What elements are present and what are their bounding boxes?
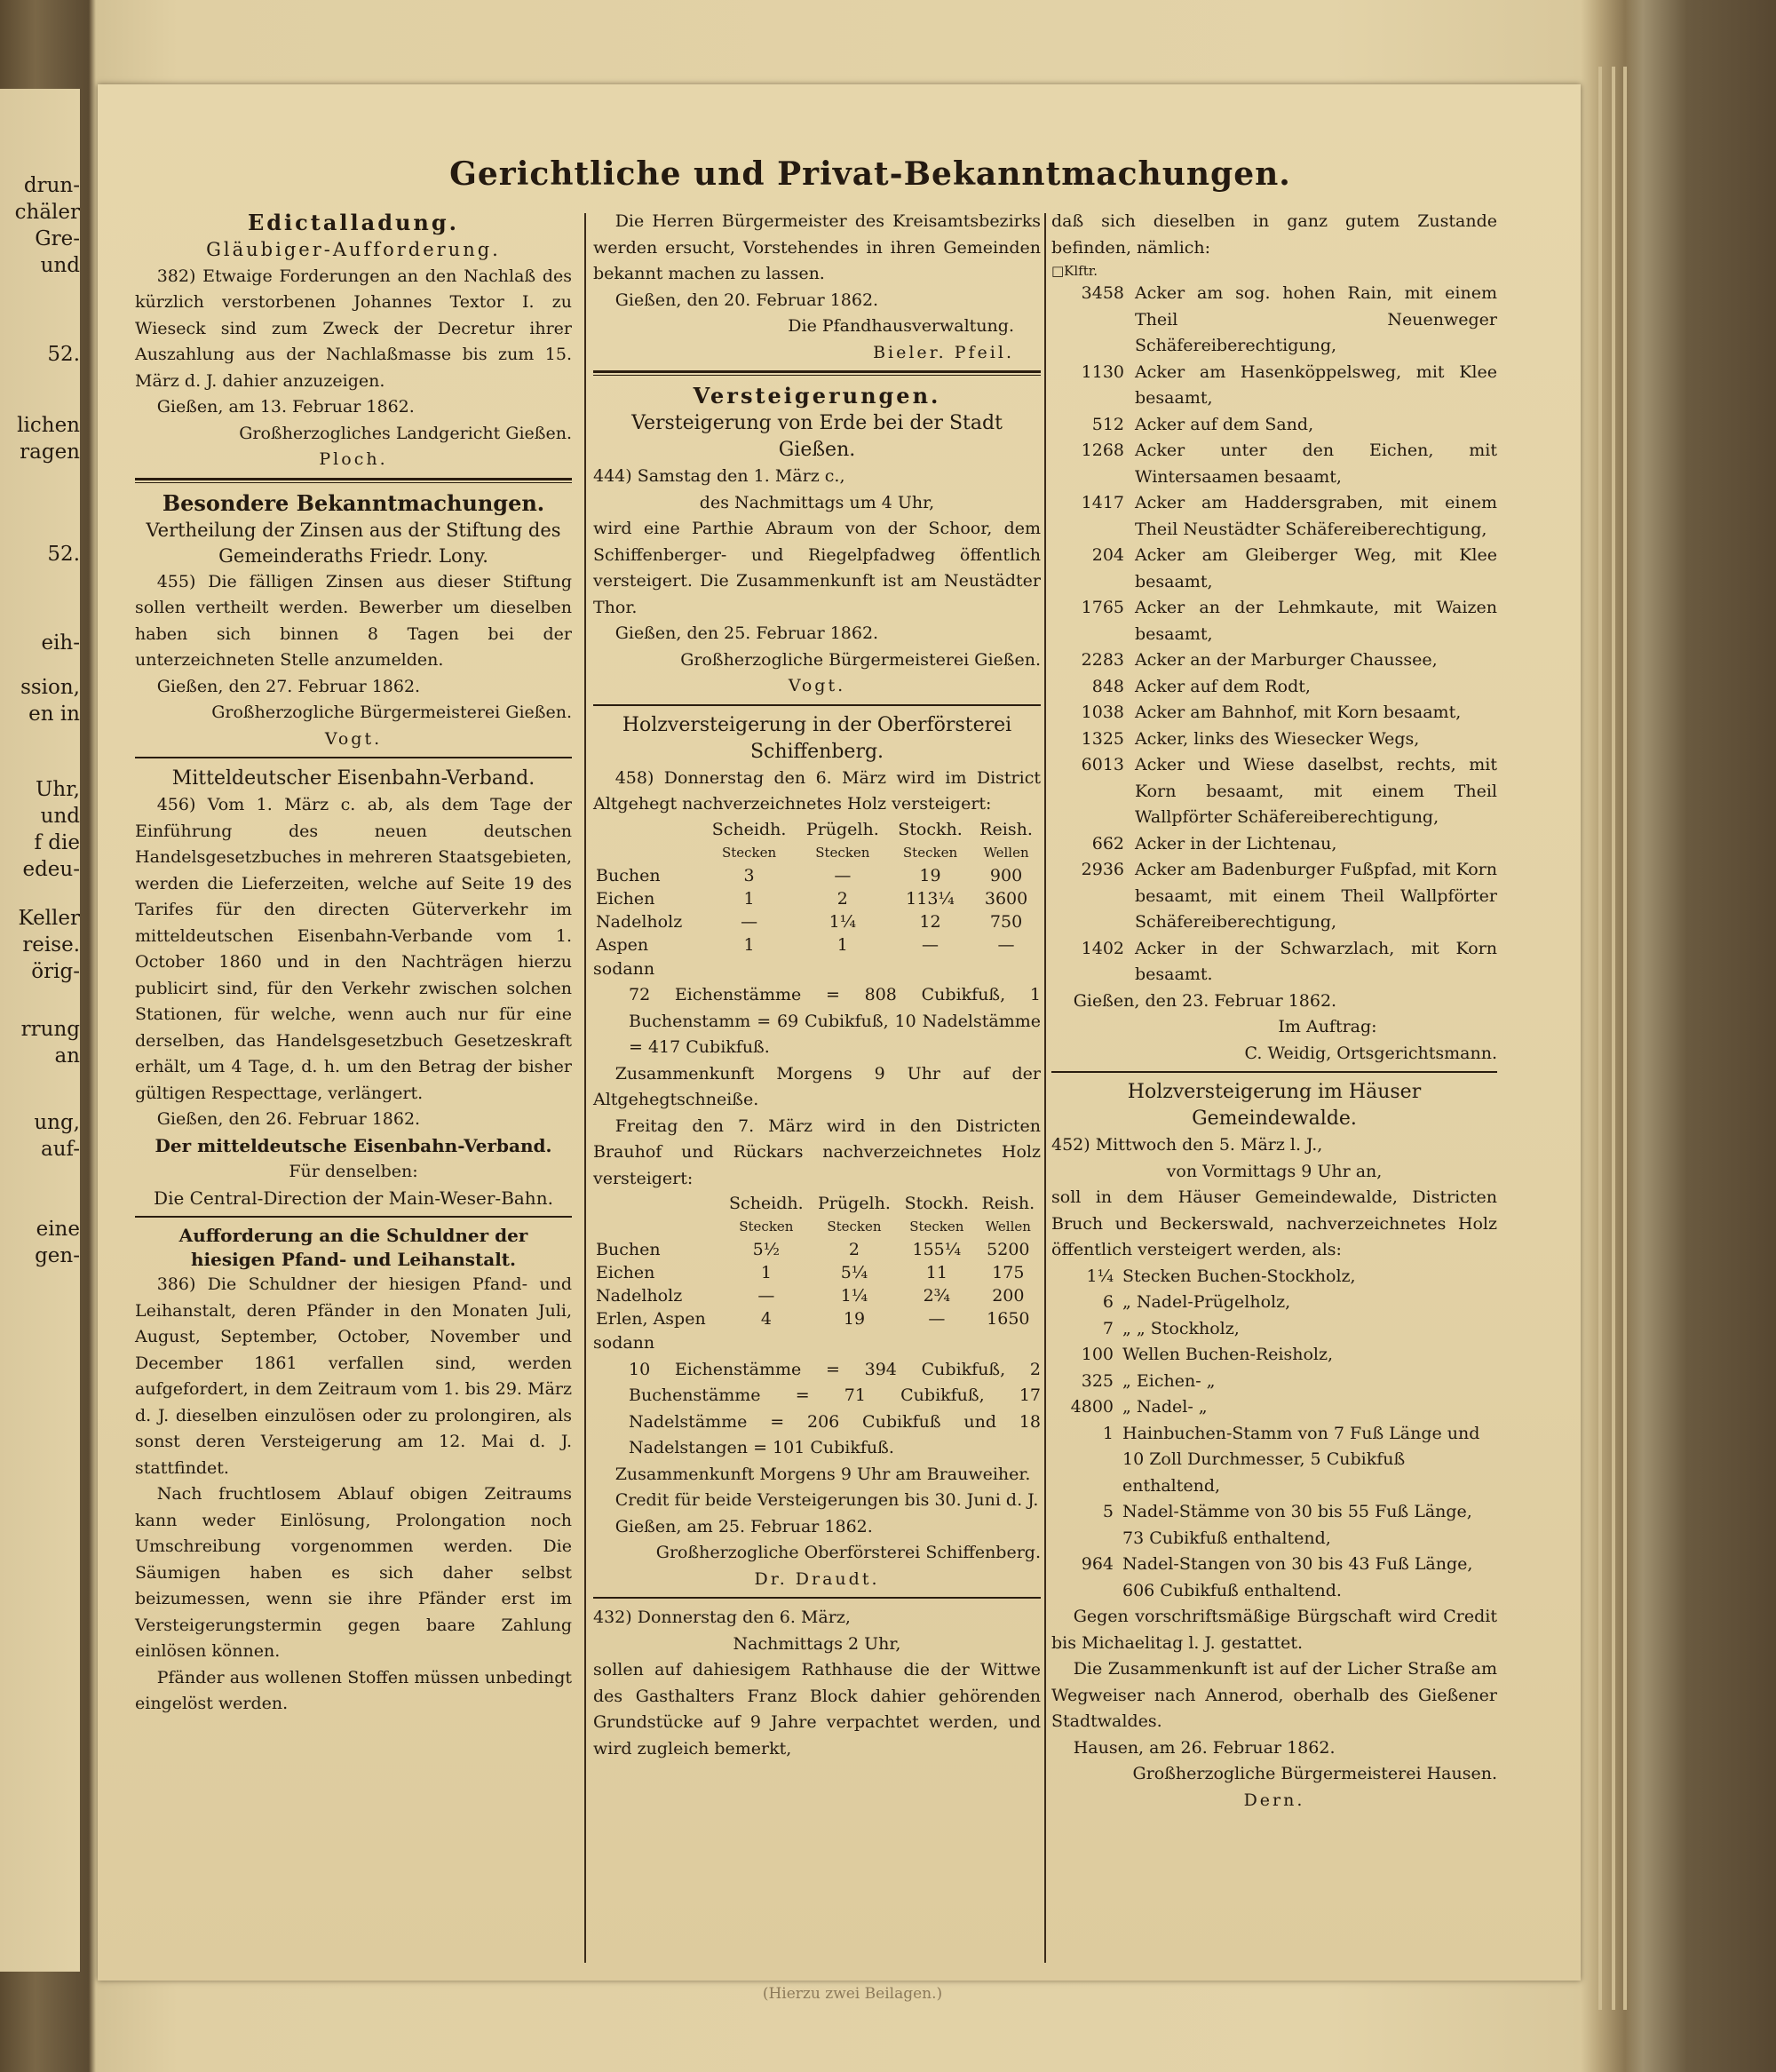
notice-date: Gießen, den 27. Februar 1862. (156, 676, 421, 696)
plot-description: Acker am Haddersgraben, mit einem Theil Neustädter Schäfereiberechtigung, (1135, 493, 1497, 539)
plot-description: Acker am Gleiberger Weg, mit Klee besaamt, (1135, 545, 1497, 591)
plot-area: 1268 (1081, 441, 1124, 460)
table-cell: 1650 (987, 1309, 1030, 1329)
notice-text: Freitag den 7. März wird in den Districten Brauhof und Rückars nachverzeichnetes Holz versteigert: (593, 1115, 1041, 1188)
item-quantity: 1¼ (1086, 1266, 1114, 1286)
notice-time-line: von Vormittags 9 Uhr an, (1166, 1161, 1383, 1181)
table-cell: 200 (992, 1286, 1025, 1306)
column-rule (1044, 213, 1046, 1963)
table-cell: 19 (919, 865, 941, 885)
previous-page-fragment: und (40, 805, 80, 828)
list-item (1051, 412, 1497, 439)
previous-page-fragment: eih- (41, 631, 80, 655)
notice-signature: Ploch. (319, 449, 388, 469)
table-header-cell: Stockh. (904, 1194, 970, 1213)
plot-area: 848 (1091, 676, 1124, 696)
notice-text: 386) Die Schuldner der hiesigen Pfand- und Leihanstalt, deren Pfänder in den Monaten Juli, August, September, October, November und December 1861 verfallen sind, werden aufgefordert, in dem Zeitraum vom 1. bis 29. März d. J. dieselben einzulösen oder zu prolongiren, als sonst deren Versteigerung am 12. Mai d. J. stattfindet. (135, 1274, 572, 1478)
notice-signature: Bieler. Pfeil. (873, 342, 1014, 362)
notice-text: wird eine Parthie Abraum von der Schoor, dem Schiffenberger- und Riegelpfadweg öffentlich versteigert. Die Zusammenkunft ist am Neustädter Thor. (593, 519, 1041, 617)
item-description: Wellen Buchen-Reisholz, (1122, 1345, 1334, 1364)
table-header-cell: Stockh. (898, 819, 963, 839)
table-cell: Buchen (596, 865, 661, 885)
page-footer-note: (Hierzu zwei Beilagen.) (762, 1985, 943, 2003)
previous-page-fragment: ragen (20, 441, 80, 464)
plot-area: 1765 (1081, 598, 1124, 617)
plot-description: Acker unter den Eichen, mit Wintersaamen besaamt, (1135, 441, 1497, 487)
notice-office: Großherzogliche Bürgermeisterei Gießen. (680, 649, 1041, 670)
previous-page-fragment: chäler (14, 201, 80, 224)
page-edge (1598, 67, 1602, 2010)
table-cell: 1 (743, 934, 755, 955)
table-cell: 155¼ (912, 1240, 962, 1259)
table-row (593, 864, 1041, 887)
sodann-label: sodann (593, 958, 655, 979)
sodann-label: sodann (593, 1333, 655, 1353)
table-unit-cell: Stecken (739, 1219, 794, 1234)
notice-text: sollen auf dahiesigem Rathhause die der Wittwe des Gasthalters Franz Block dahier gehörenden Grundstücke auf 9 Jahre verpachtet werden, und wird zugleich bemerkt, (593, 1660, 1041, 1758)
table-cell: — (922, 934, 940, 955)
plot-area: 1402 (1081, 938, 1124, 958)
wood-table-1 (593, 818, 1041, 957)
previous-page-fragment: drun- (23, 174, 80, 197)
list-item (1051, 1552, 1497, 1604)
section-divider (1051, 1071, 1497, 1073)
table-cell: 19 (843, 1309, 866, 1329)
previous-page-fragment: 52. (47, 343, 80, 366)
notice-text: Credit für beide Versteigerungen bis 30. Juni d. J. (614, 1490, 1039, 1510)
notice-date: Gießen, am 25. Februar 1862. (614, 1516, 873, 1536)
item-quantity: 4800 (1070, 1397, 1114, 1417)
table-unit-cell: Stecken (902, 844, 958, 861)
table-cell: 1 (760, 1263, 772, 1282)
list-item (1051, 726, 1497, 753)
item-quantity: 5 (1102, 1502, 1114, 1521)
table-unit-cell (593, 1215, 722, 1238)
rail-notice (135, 765, 572, 1211)
plot-area: 1130 (1081, 361, 1124, 382)
table-unit-cell: Stecken (827, 1219, 882, 1234)
previous-page-fragment: ung, (34, 1111, 80, 1134)
section-title: Edictalladung. (247, 210, 460, 235)
list-item (1051, 857, 1497, 936)
item-quantity: 325 (1081, 1370, 1114, 1391)
table-cell: 5200 (987, 1240, 1030, 1259)
special-notice (135, 489, 572, 753)
table-cell: 5¼ (840, 1263, 868, 1282)
previous-page-fragment: lichen (17, 414, 80, 437)
item-description: „ Eichen- „ (1122, 1370, 1216, 1391)
list-item (1051, 490, 1497, 543)
table-cell: Eichen (596, 888, 655, 909)
edict-notice (135, 209, 572, 473)
plot-area: 662 (1091, 833, 1124, 853)
notice-date: Gießen, den 25. Februar 1862. (614, 623, 879, 643)
notice-date: Gießen, am 13. Februar 1862. (156, 397, 415, 417)
table-header-cell (593, 818, 702, 841)
table-cell: 1 (743, 888, 755, 909)
table-unit-row (593, 1215, 1041, 1238)
item-description: Stecken Buchen-Stockholz, (1122, 1266, 1356, 1286)
table-cell: 5½ (752, 1240, 781, 1259)
list-item (1051, 647, 1497, 674)
item-description: Nadel-Stangen von 30 bis 43 Fuß Länge, 606 Cubikfuß enthaltend. (1122, 1554, 1473, 1600)
table-row (593, 887, 1041, 910)
table-cell: 1 (836, 934, 848, 955)
previous-page-fragment: auf- (41, 1138, 80, 1161)
wood-auction-hausen (1051, 1079, 1497, 1814)
previous-page-fragment: Keller (18, 907, 80, 930)
lease-notice (593, 1605, 1041, 1762)
item-description: „ Nadel- „ (1122, 1397, 1208, 1417)
list-item (1051, 281, 1497, 360)
wood-auction-schiffenberg (593, 712, 1041, 1593)
notice-signature: Vogt. (788, 676, 846, 695)
notice-date: Hausen, am 26. Februar 1862. (1073, 1737, 1336, 1758)
column-1 (135, 209, 572, 1718)
list-item (1051, 1316, 1497, 1343)
notice-text: soll in dem Häuser Gemeindewalde, Districten Bruch und Beckerswald, nachverzeichnetes Holz öffentlich versteigert werden, als: (1051, 1187, 1497, 1259)
notice-text: 455) Die fälligen Zinsen aus dieser Stiftung sollen vertheilt werden. Bewerber um dieselben haben sich binnen 8 Tagen bei der unterzeichneten Stelle anzumelden. (135, 571, 572, 670)
previous-page-fragment: eine (36, 1218, 80, 1241)
notice-text: Die Zusammenkunft ist auf der Licher Straße am Wegweiser nach Annerod, oberhalb des Gießener Stadtwaldes. (1051, 1659, 1497, 1731)
table-header-row (593, 818, 1041, 841)
table-cell: 750 (989, 911, 1023, 932)
item-description: „ Nadel-Prügelholz, (1122, 1292, 1291, 1312)
table-cell: 12 (919, 911, 941, 932)
notice-title: Holzversteigerung im Häuser Gemeindewalde. (1127, 1081, 1422, 1130)
notice-title: Holzversteigerung in der Oberförsterei Schiffenberg. (622, 713, 1012, 763)
plot-area: 2283 (1081, 650, 1124, 670)
section-divider (593, 704, 1041, 706)
previous-page-fragment: rrung (20, 1018, 80, 1041)
table-row (593, 1307, 1041, 1330)
table-cell: Erlen, Aspen (596, 1309, 706, 1329)
item-description: Nadel-Stämme von 30 bis 55 Fuß Länge, 73 Cubikfuß enthaltend, (1122, 1502, 1472, 1548)
page-edge (1612, 67, 1615, 2010)
column-3 (1051, 209, 1497, 1814)
list-item (1051, 674, 1497, 701)
table-cell: 11 (925, 1263, 947, 1282)
item-quantity: 6 (1102, 1292, 1114, 1312)
plot-description: Acker auf dem Rodt, (1135, 676, 1311, 696)
table-unit-row (593, 841, 1041, 864)
plot-description: Acker an der Lehmkaute, mit Waizen besaamt, (1135, 598, 1497, 644)
notice-office: Die Pfandhausverwaltung. (788, 316, 1014, 336)
table-row (593, 1261, 1041, 1284)
previous-page-fragment: gen- (35, 1244, 80, 1267)
table-cell: 113¼ (906, 888, 955, 909)
earth-auction (593, 410, 1041, 700)
notice-text: Zusammenkunft Morgens 9 Uhr auf der Altgehegtschneiße. (593, 1063, 1041, 1109)
section-title: Versteigerungen. (693, 383, 941, 409)
unit-label: □Klftr. (1051, 263, 1098, 279)
page-edge (1623, 67, 1627, 2010)
table-cell: Buchen (596, 1240, 661, 1259)
previous-page-fragment: edeu- (22, 858, 80, 881)
table-unit-cell: Stecken (721, 844, 777, 861)
list-item (1051, 438, 1497, 490)
plot-list (1051, 281, 1497, 988)
table-cell: — (741, 911, 758, 932)
table-cell: 2 (848, 1240, 860, 1259)
notice-text: 382) Etwaige Forderungen an den Nachlaß des kürzlich verstorbenen Johannes Textor I. zu Wieseck sind zum Zweck der Decretur ihrer Auszahlung aus der Nachlaßmasse bis zum 15. März d. J. dahier anzuzeigen. (135, 266, 572, 391)
newspaper-page (98, 84, 1581, 2003)
section-divider (135, 1216, 572, 1218)
notice-date: Gießen, den 23. Februar 1862. (1073, 990, 1337, 1011)
table-cell: Eichen (596, 1263, 655, 1282)
list-item (1051, 1290, 1497, 1316)
list-item (1051, 1499, 1497, 1552)
table-cell: — (834, 865, 852, 885)
previous-page-fragment: 52. (47, 543, 80, 566)
table-cell: 175 (992, 1263, 1025, 1282)
table-row (593, 1284, 1041, 1307)
table-unit-cell: Wellen (983, 844, 1029, 861)
table-cell: — (997, 934, 1015, 955)
table-row (593, 933, 1041, 957)
table-cell: Nadelholz (596, 1286, 683, 1306)
item-quantity: 7 (1102, 1318, 1114, 1338)
previous-page-fragment: und (40, 254, 80, 277)
notice-subtitle: Vertheilung der Zinsen aus der Stiftung des Gemeinderaths Friedr. Lony. (146, 519, 561, 567)
notice-order: Im Auftrag: (1278, 1017, 1377, 1036)
table-header-cell: Reish. (981, 1194, 1035, 1213)
column-rule (584, 213, 586, 1963)
table-cell: 3600 (984, 888, 1028, 909)
plot-description: Acker am sog. hohen Rain, mit einem Theil Neuenweger Schäfereiberechtigung, (1135, 283, 1497, 355)
wood-table-2 (593, 1192, 1041, 1330)
plot-description: Acker am Badenburger Fußpfad, mit Korn besaamt, mit einem Theil Wallpförter Schäfereiberechtigung, (1135, 860, 1497, 932)
list-item (1051, 1421, 1497, 1500)
notice-text: Nach fruchtlosem Ablauf obigen Zeitraums kann weder Einlösung, Prolongation noch Umschreibung vorgenommen werden. Die Säumigen haben es sich daher selbst beizumessen, wenn sie ihre Pfänder erst im Versteigerungstermin gegen baare Zahlung einlösen können. (135, 1484, 572, 1661)
previous-page-fragment: ssion, (20, 676, 80, 699)
previous-page-fragment: Uhr, (36, 778, 80, 801)
table-header-cell: Reish. (979, 819, 1033, 839)
list-item (1051, 936, 1497, 988)
previous-page-fragment: an (54, 1044, 80, 1068)
notice-date-line: 432) Donnerstag den 6. März, (593, 1608, 851, 1627)
table-cell: 3 (743, 865, 755, 885)
notice-text: 456) Vom 1. März c. ab, als dem Tage der Einführung des neuen deutschen Handelsgesetzbuches in mehreren Staatsgebieten, werden die Lieferzeiten, welche auf Seite 19 des Tarifes für den directen Güterverkehr im mitteldeutschen Eisenbahn-Verbande vom 1. October 1860 und in den Nachträgen hierzu publicirt sind, für den Verkehr zwischen solchen Stationen, für welche, wenn auch nur für eine derselben, das Handelsgesetzbuch Gesetzeskraft erhält, um 4 Tage, d. h. um den Betrag der bisher gültigen Respecttage, verlängert. (135, 795, 572, 1103)
notice-time-line: Nachmittags 2 Uhr, (733, 1633, 901, 1654)
list-item (1051, 1264, 1497, 1290)
notice-text: 458) Donnerstag den 6. März wird im District Altgehegt nachverzeichnetes Holz versteigert: (593, 767, 1041, 814)
plot-description: Acker in der Lichtenau, (1135, 833, 1337, 853)
notice-signature: Vogt. (324, 728, 383, 749)
table-unit-cell: Stecken (909, 1219, 964, 1234)
table-unit-cell: Stecken (815, 844, 870, 861)
table-row (593, 1238, 1041, 1261)
plot-area: 204 (1091, 545, 1124, 565)
item-quantity: 100 (1081, 1345, 1114, 1364)
list-item (1051, 700, 1497, 726)
wood-item-list (1051, 1264, 1497, 1605)
notice-signature: Die Central-Direction der Main-Weser-Bahn. (154, 1187, 553, 1209)
section-title: Besondere Bekanntmachungen. (162, 489, 545, 516)
notice-title: Mitteldeutscher Eisenbahn-Verband. (171, 767, 535, 790)
plot-area: 3458 (1081, 283, 1124, 303)
plot-area: 1325 (1081, 728, 1124, 749)
table-header-cell: Scheidh. (729, 1194, 804, 1213)
table-unit-cell (593, 841, 702, 864)
table-header-row (593, 1192, 1041, 1215)
table-unit-cell: Wellen (985, 1219, 1031, 1234)
table-cell: 2 (836, 888, 848, 909)
plot-area: 2936 (1081, 860, 1124, 879)
notice-text: Pfänder aus wollenen Stoffen müssen unbedingt eingelöst werden. (135, 1667, 572, 1713)
list-item (1051, 752, 1497, 831)
notice-office: Großherzogliche Bürgermeisterei Hausen. (1132, 1764, 1497, 1783)
plot-description: Acker am Bahnhof, mit Korn besaamt, (1135, 703, 1462, 722)
column-2 (593, 209, 1041, 1762)
plot-description: Acker am Hasenköppelsweg, mit Klee besaamt, (1135, 361, 1497, 408)
notice-date-line: 444) Samstag den 1. März c., (593, 466, 845, 486)
plot-description: Acker in der Schwarzlach, mit Korn besaamt. (1135, 938, 1497, 984)
item-quantity: 1 (1102, 1423, 1114, 1443)
notice-org: Der mitteldeutsche Eisenbahn-Verband. (155, 1134, 552, 1156)
item-description: „ „ Stockholz, (1122, 1318, 1240, 1338)
notice-text: daß sich dieselben in ganz gutem Zustande befinden, nämlich: (1051, 211, 1497, 258)
plot-description: Acker an der Marburger Chaussee, (1135, 650, 1438, 670)
notice-text: 10 Eichenstämme = 394 Cubikfuß, 2 Buchenstämme = 71 Cubikfuß, 17 Nadelstämme = 206 Cubikfuß und 18 Nadelstangen = 101 Cubikfuß. (629, 1359, 1041, 1457)
notice-office: Großherzogliche Oberförsterei Schiffenberg. (655, 1543, 1041, 1562)
notice-office: Großherzogliches Landgericht Gießen. (239, 423, 572, 443)
plot-description: Acker und Wiese daselbst, rechts, mit Korn besaamt, mit einem Theil Wallpförter Schäfereiberechtigung, (1135, 755, 1497, 827)
table-cell: Nadelholz (596, 911, 683, 932)
notice-subtitle: Gläubiger-Aufforderung. (206, 239, 501, 260)
list-item (1051, 1342, 1497, 1369)
notice-title: Versteigerung von Erde bei der Stadt Gießen. (631, 412, 1003, 461)
list-item (1051, 831, 1497, 858)
plot-description: Acker, links des Wiesecker Wegs, (1135, 728, 1420, 749)
notice-signature: Dern. (1243, 1790, 1305, 1810)
list-item (1051, 1394, 1497, 1421)
previous-page-fragment: en in (28, 703, 80, 726)
table-header-cell: Prügelh. (805, 819, 879, 839)
section-divider (593, 370, 1041, 376)
item-quantity: 964 (1081, 1554, 1114, 1574)
table-row (593, 910, 1041, 933)
notice-text: Die Herren Bürgermeister des Kreisamtsbezirks werden ersucht, Vorstehendes in ihren Gemeinden bekannt machen zu lassen. (593, 211, 1041, 283)
table-cell: — (928, 1309, 946, 1329)
plot-area: 1417 (1081, 493, 1124, 512)
notice-time-line: des Nachmittags um 4 Uhr, (699, 492, 935, 512)
section-divider (593, 1597, 1041, 1599)
table-cell: 900 (989, 865, 1023, 885)
item-description: Hainbuchen-Stamm von 7 Fuß Länge und 10 Zoll Durchmesser, 5 Cubikfuß enthaltend, (1122, 1423, 1480, 1496)
table-cell: 2¾ (923, 1286, 951, 1306)
table-cell: 1¼ (829, 911, 857, 932)
plot-area: 1038 (1081, 703, 1124, 722)
previous-page-strip (0, 89, 80, 1972)
notice-date: Gießen, den 26. Februar 1862. (156, 1109, 421, 1129)
notice-signature: C. Weidig, Ortsgerichtsmann. (1244, 1043, 1497, 1063)
list-item (1051, 1369, 1497, 1395)
previous-page-fragment: f die (34, 831, 80, 854)
section-divider (135, 757, 572, 758)
previous-page-fragment: örig- (31, 960, 80, 983)
lease-notice-continued (1051, 209, 1497, 1067)
notice-title: Aufforderung an die Schuldner der hiesigen Pfand- und Leihanstalt. (178, 1225, 528, 1270)
notice-signature: Dr. Draudt. (754, 1568, 880, 1589)
plot-description: Acker auf dem Sand, (1135, 414, 1314, 434)
table-header-cell: Prügelh. (818, 1194, 891, 1213)
notice-office: Großherzogliche Bürgermeisterei Gießen. (211, 703, 572, 722)
list-item (1051, 595, 1497, 647)
plot-area: 6013 (1081, 755, 1124, 774)
notice-date: Gießen, den 20. Februar 1862. (614, 290, 879, 310)
pawn-notice (135, 1224, 572, 1718)
pawn-notice-continued (593, 209, 1041, 366)
table-header-cell (593, 1192, 722, 1215)
table-header-cell: Scheidh. (711, 819, 787, 839)
notice-text: Zusammenkunft Morgens 9 Uhr am Brauweiher. (614, 1464, 1031, 1484)
notice-text: Gegen vorschriftsmäßige Bürgschaft wird Credit bis Michaelitag l. J. gestattet. (1051, 1607, 1497, 1653)
table-cell: — (757, 1286, 775, 1306)
table-cell: 4 (760, 1309, 772, 1329)
previous-page-fragment: Gre- (35, 227, 80, 250)
masthead: Gerichtliche und Privat-Bekanntmachungen. (449, 155, 1291, 193)
notice-text: 72 Eichenstämme = 808 Cubikfuß, 1 Buchenstamm = 69 Cubikfuß, 10 Nadelstämme = 417 Cubikfuß. (629, 985, 1041, 1057)
list-item (1051, 360, 1497, 412)
notice-for: Für denselben: (289, 1162, 418, 1181)
plot-area: 512 (1091, 414, 1124, 434)
list-item (1051, 543, 1497, 595)
previous-page-fragment: reise. (22, 933, 80, 957)
notice-date-line: 452) Mittwoch den 5. März l. J., (1051, 1135, 1323, 1155)
table-cell: Aspen (596, 934, 649, 955)
table-cell: 1¼ (840, 1286, 868, 1306)
section-divider (135, 478, 572, 483)
